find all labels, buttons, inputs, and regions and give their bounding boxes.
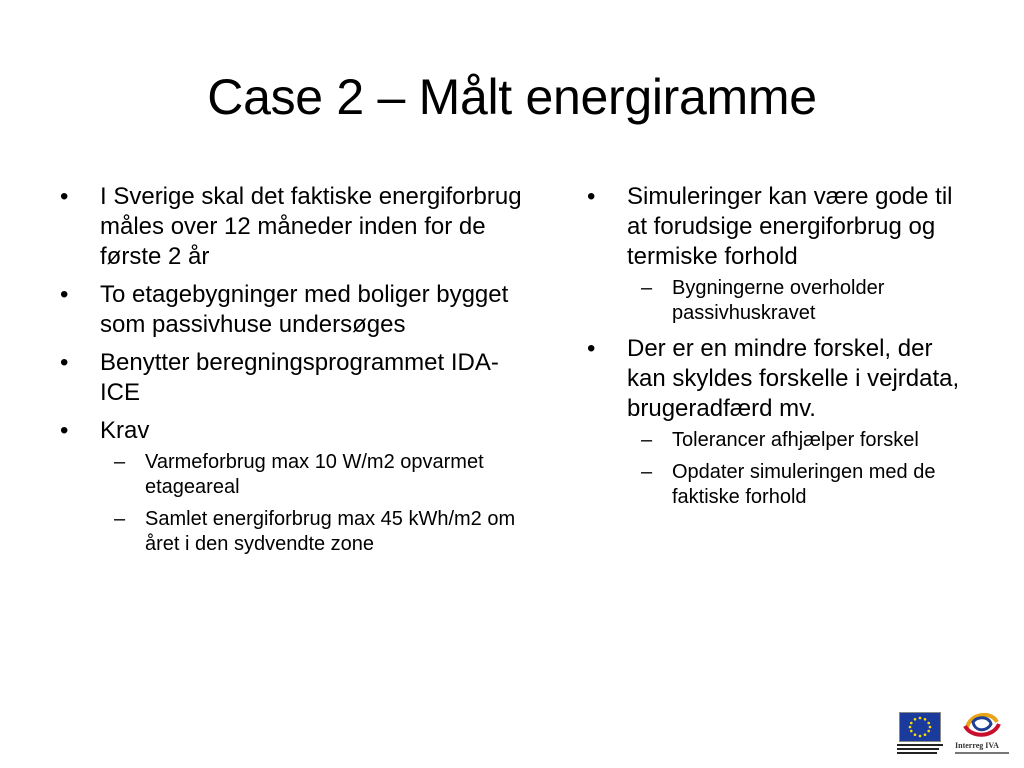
bullet-item (585, 334, 975, 510)
bullet-text: To etagebygninger med boliger bygget som passivhuse undersøges (100, 281, 509, 338)
sub-bullet-item (627, 428, 975, 453)
bullet-icon: • (587, 183, 596, 210)
bullet-icon: • (60, 349, 69, 376)
eu-caption-lines (895, 744, 945, 754)
bullet-icon: • (587, 335, 596, 362)
sub-list (627, 276, 975, 326)
bullet-text: Benytter beregningsprogrammet IDA-ICE (100, 349, 499, 406)
sub-bullet-text: Opdater simuleringen med de faktiske forhold (672, 461, 936, 508)
right-column (585, 182, 975, 518)
sub-bullet-item (627, 276, 975, 326)
dash-icon: – (641, 277, 653, 299)
sub-bullet-item (100, 507, 530, 557)
sub-list (627, 428, 975, 510)
bullet-text: Der er en mindre forskel, der kan skyldes forskelle i vejrdata, brugeradfærd mv. (627, 335, 960, 422)
bullet-item (585, 182, 975, 326)
slide-title: Case 2 – Målt energiramme (207, 69, 817, 125)
eu-stars-icon (900, 713, 940, 741)
left-column (58, 182, 530, 565)
bullet-item (58, 416, 530, 557)
interreg-logo-icon (961, 708, 1003, 740)
sub-bullet-text: Samlet energiforbrug max 45 kWh/m2 om året i den sydvendte zone (145, 508, 516, 555)
bullet-icon: • (60, 281, 69, 308)
bullet-item (58, 348, 530, 408)
sub-bullet-text: Bygningerne overholder passivhuskravet (672, 277, 885, 324)
eu-flag-logo (899, 712, 941, 742)
sub-bullet-text: Varmeforbrug max 10 W/m2 opvarmet etageareal (145, 451, 484, 498)
bullet-icon: • (60, 183, 69, 210)
bullet-text: I Sverige skal det faktiske energiforbrug måles over 12 måneder inden for de første 2 år (100, 183, 522, 270)
dash-icon: – (114, 508, 126, 530)
bullet-item (58, 280, 530, 340)
sub-bullet-item (100, 450, 530, 500)
dash-icon: – (641, 429, 653, 451)
bullet-text: Krav (100, 417, 150, 444)
sub-list (100, 450, 530, 557)
sub-bullet-text: Tolerancer afhjælper forskel (672, 429, 919, 451)
interreg-label: Interreg IVA (955, 741, 999, 750)
bullet-icon: • (60, 417, 69, 444)
dash-icon: – (641, 461, 653, 483)
bullet-text: Simuleringer kan være gode til at forudsige energiforbrug og termiske forhold (627, 183, 953, 270)
sub-bullet-item (627, 460, 975, 510)
interreg-caption-line (955, 752, 1009, 754)
bullet-item (58, 182, 530, 272)
footer-logos (895, 706, 1015, 758)
dash-icon: – (114, 451, 126, 473)
